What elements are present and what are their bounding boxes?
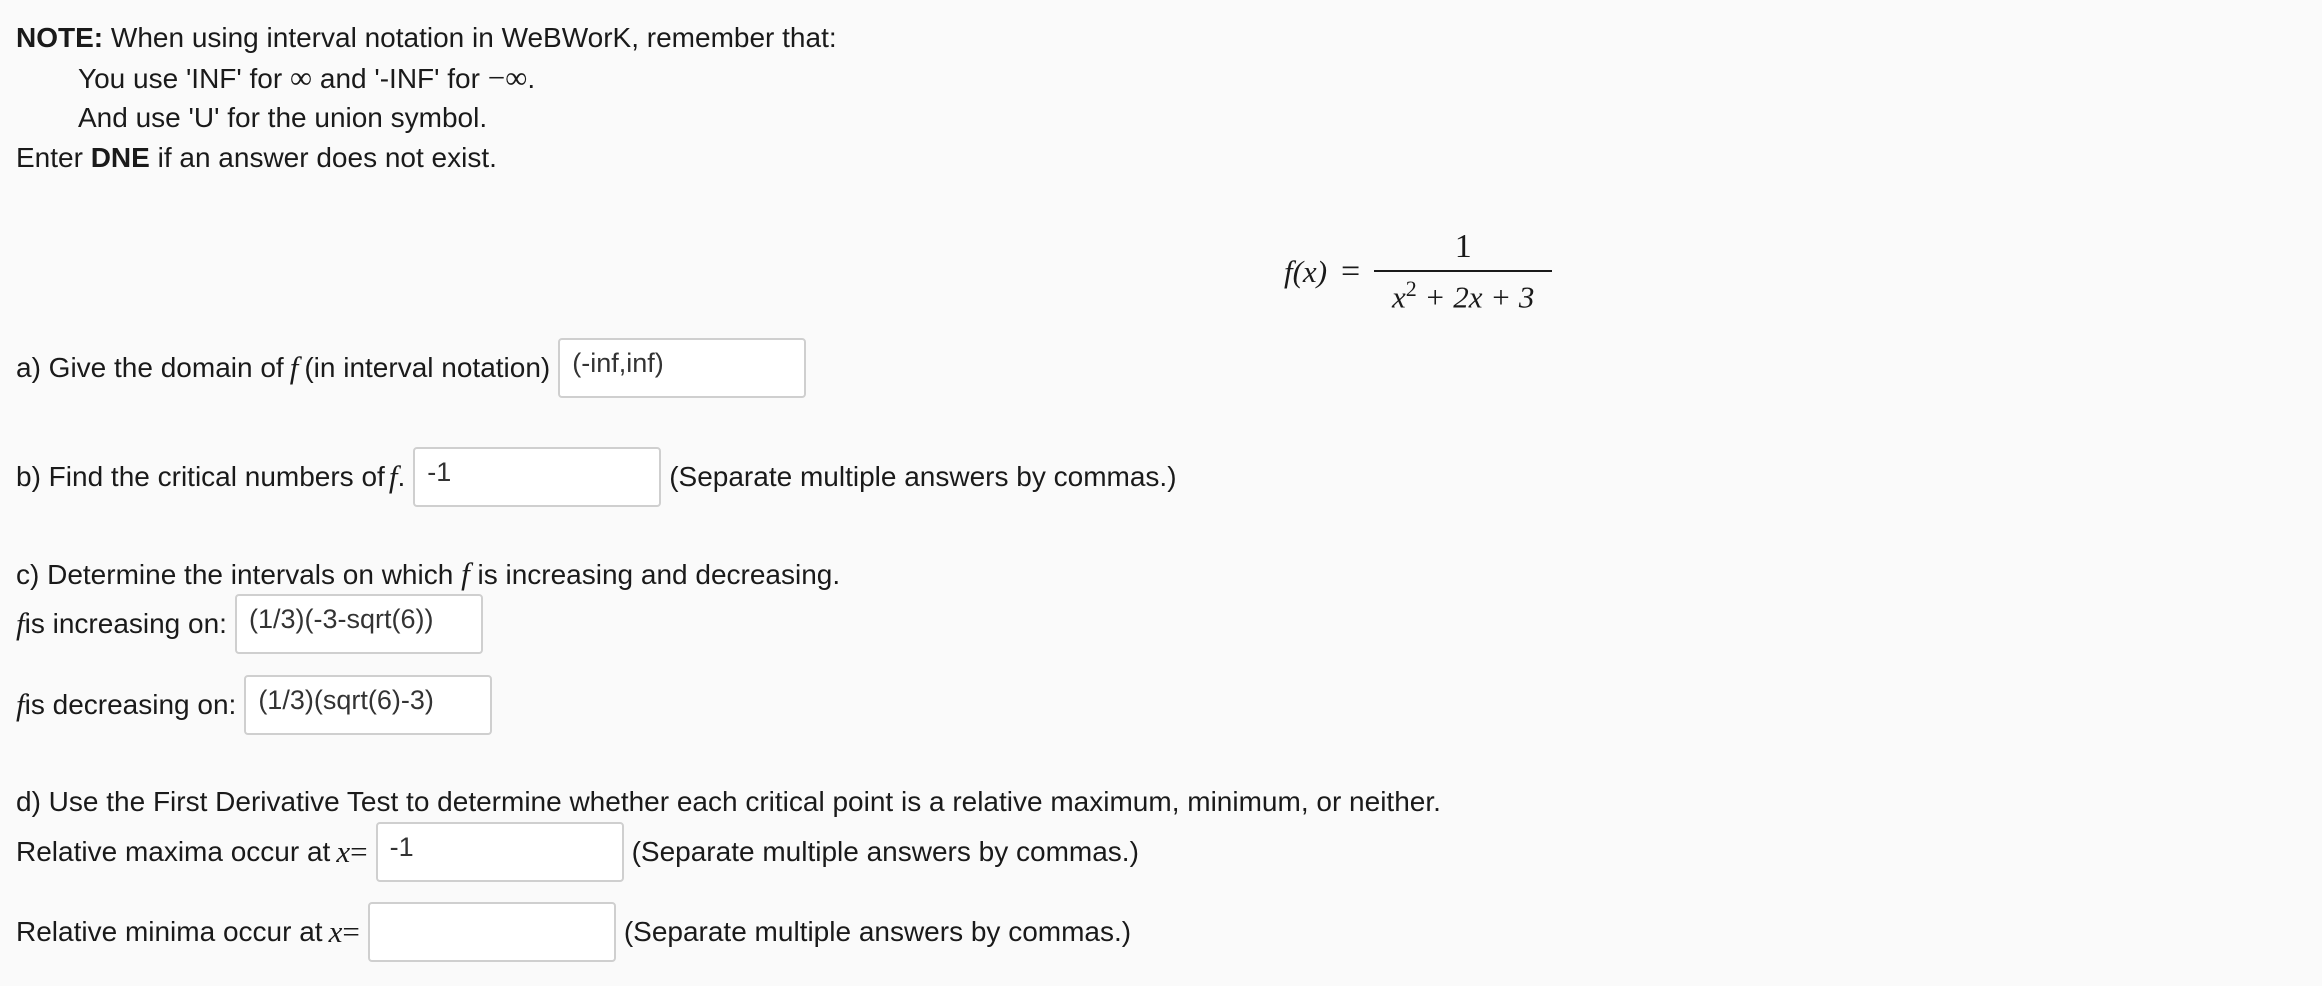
increasing-row <box>16 594 489 654</box>
maxima-x: x <box>336 834 351 869</box>
part-c-heading-pre: c) Determine the intervals on which <box>16 559 462 590</box>
formula-denominator <box>1392 272 1534 315</box>
maxima-hint: (Separate multiple answers by commas.) <box>631 836 1139 867</box>
denominator-rest: + 2x + 3 <box>1416 279 1535 315</box>
part-a-row <box>16 338 812 398</box>
maxima-equals: = <box>350 834 368 869</box>
note-union-line: And use 'U' for the union symbol. <box>78 102 488 133</box>
denominator-x: x <box>1392 279 1406 315</box>
part-b-label-pre: b) Find the critical numbers of <box>16 461 385 492</box>
note-label: NOTE: <box>16 22 104 53</box>
note-intro <box>16 20 837 56</box>
part-a-f: f <box>289 350 299 385</box>
minima-x: x <box>328 914 343 949</box>
part-a-label-pre: a) Give the domain of <box>16 352 284 383</box>
relative-maxima-input[interactable] <box>376 822 624 882</box>
part-c-heading <box>16 556 840 593</box>
decreasing-label: is decreasing on: <box>24 689 237 720</box>
maxima-row <box>16 822 1139 882</box>
neg-infinity-symbol: −∞ <box>487 60 528 95</box>
decreasing-f: f <box>16 687 25 722</box>
minima-row <box>16 902 1131 962</box>
domain-input[interactable] <box>558 338 806 398</box>
formula-lhs: f(x) <box>1284 253 1328 289</box>
part-b-label-post: . <box>397 461 406 492</box>
note-inf-pre: You use 'INF' for <box>78 63 290 94</box>
part-c-heading-post: is increasing and decreasing. <box>469 559 841 590</box>
minima-equals: = <box>342 914 360 949</box>
formula-fraction <box>1374 228 1552 315</box>
minima-hint: (Separate multiple answers by commas.) <box>623 916 1132 947</box>
note-inf-mid: and '-INF' for <box>312 63 488 94</box>
dne-keyword: DNE <box>90 142 150 173</box>
decreasing-interval-input[interactable] <box>244 675 492 735</box>
part-b-hint: (Separate multiple answers by commas.) <box>669 461 1177 492</box>
function-formula <box>1284 228 1552 315</box>
note-inf-line <box>78 60 535 97</box>
part-d-heading: d) Use the First Derivative Test to determine whether each critical point is a relative maximum, minimum, or neither. <box>16 786 1441 817</box>
part-b-row <box>16 447 1177 507</box>
part-c-f: f <box>461 556 470 591</box>
note-inf-post: . <box>527 63 536 94</box>
increasing-interval-input[interactable] <box>235 594 483 654</box>
note-intro-text: When using interval notation in WeBWorK, remember that: <box>103 22 837 53</box>
denominator-exponent: 2 <box>1405 276 1417 301</box>
minima-label: Relative minima occur at <box>16 916 323 947</box>
formula-numerator: 1 <box>1454 228 1472 265</box>
critical-numbers-input[interactable] <box>413 447 661 507</box>
part-b-f: f <box>388 459 398 494</box>
decreasing-row <box>16 675 498 735</box>
increasing-label: is increasing on: <box>24 608 227 639</box>
infinity-symbol: ∞ <box>289 60 313 95</box>
increasing-f: f <box>16 606 25 641</box>
note-dne-line <box>16 140 497 176</box>
note-dne-pre: Enter <box>16 142 91 173</box>
part-a-label-post: (in interval notation) <box>304 352 551 383</box>
formula-equals: = <box>1341 252 1361 290</box>
note-dne-post: if an answer does not exist. <box>149 142 497 173</box>
maxima-label: Relative maxima occur at <box>16 836 331 867</box>
relative-minima-input[interactable] <box>368 902 616 962</box>
